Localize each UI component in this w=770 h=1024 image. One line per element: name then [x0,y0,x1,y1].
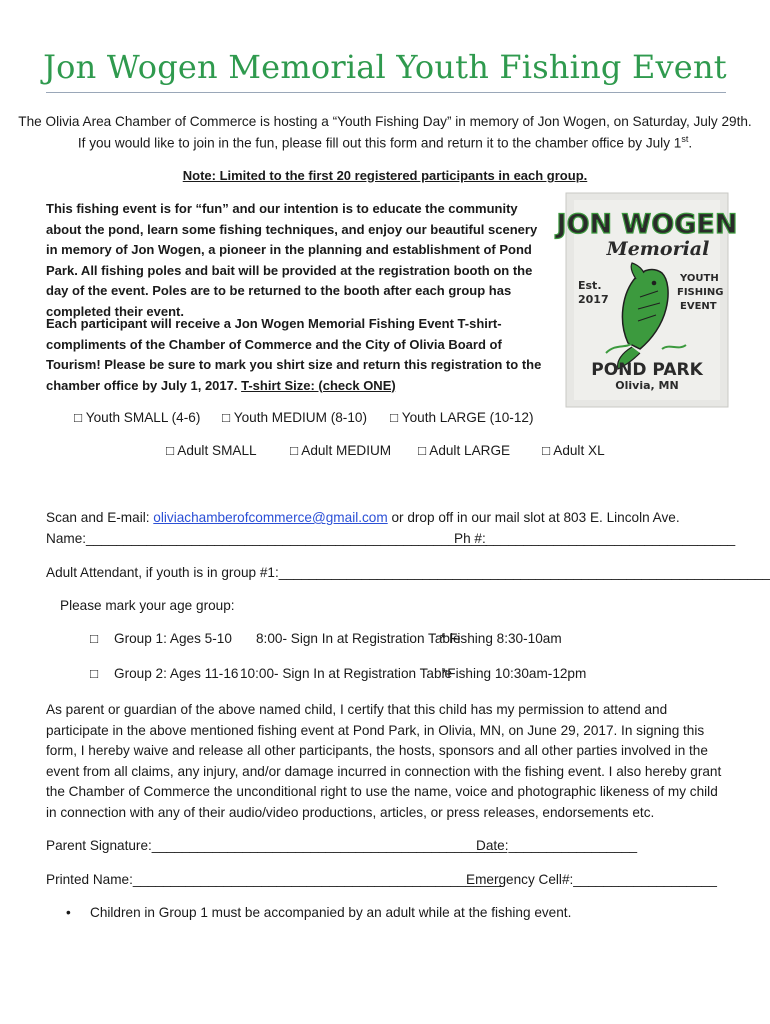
intro-line-2 [0,134,770,151]
checkbox-icon[interactable]: □ [418,443,427,458]
logo-year: 2017 [578,293,609,306]
size-label: Youth MEDIUM (8-10) [233,410,367,425]
logo-park: POND PARK [591,360,703,380]
age-group-label: Please mark your age group: [60,598,235,613]
size-label: Youth LARGE (10-12) [401,410,534,425]
emergency-cell-field[interactable]: Emergency Cell#:___________________ [466,872,717,887]
adult-attendant-field[interactable]: Adult Attendant, if youth is in group #1:_________________________________________________________________ [46,565,770,580]
checkbox-icon[interactable]: □ [390,410,399,425]
checkbox-icon[interactable]: □ [542,443,551,458]
size-option-adult-small[interactable] [166,443,257,458]
size-option-youth-small[interactable] [74,410,200,425]
logo-fishing: FISHING [677,287,724,298]
logo-youth: YOUTH [680,273,719,284]
intro-line-1: The Olivia Area Chamber of Commerce is hosting a “Youth Fishing Day” in memory of Jon Wogen, on Saturday, July 29th. [18,114,752,129]
size-label: Youth SMALL (4-6) [85,410,201,425]
group-1-fishing: * Fishing 8:30-10am [440,631,562,646]
logo-city: Olivia, MN [615,379,679,392]
parent-signature-field[interactable]: Parent Signature:_______________________________________________ [46,838,508,853]
group-2-checkbox[interactable]: □ [90,666,99,681]
intro-line-2-end: . [688,135,693,151]
tshirt-description [46,314,546,396]
group-2-label: Group 2: Ages 11-16 [114,666,239,681]
checkbox-icon[interactable]: □ [290,443,299,458]
scan-prefix: Scan and E-mail: [46,510,154,525]
note-label: Note: Limited to the first 20 registered participants in each group. [182,168,588,183]
size-option-adult-large[interactable] [418,443,510,458]
intro-line-2-text: If you would like to join in the fun, please fill out this form and return it to the chamber office by July 1 [77,135,682,151]
waiver-paragraph: As parent or guardian of the above named child, I certify that this child has my permission to attend and participate in the above mentioned fishing event at Pond Park, in Olivia, MN, on June 29, 2017. In signing this form, I hereby waive and release all other participants, the hosts, sponsors and all other parties involved in the event from all claims, any injury, and/or damage incurred in connection with the fishing event. I also hereby grant the Chamber of Commerce the unconditional right to use the name, voice and photographic likeness of my child in connection with any of their audio/video productions, articles, or press releases, endorsements etc. [46,702,722,820]
logo-memorial: Memorial [606,238,710,260]
checkbox-icon[interactable]: □ [166,443,175,458]
size-option-youth-medium[interactable] [222,410,367,425]
tshirt-text: Each participant will receive a Jon Wogen Memorial Fishing Event T-shirt- compliments of the Chamber of Commerce and the City of Olivia Board of Tourism! Please be sure to mark you shirt size and return this registration to the chamber office by July 1, 2017. [46,316,542,393]
event-description: This fishing event is for “fun” and our intention is to educate the community about the pond, learn some fishing techniques, and enjoy our beautiful scenery in memory of Jon Wogen, a pioneer in the planning and establishment of Pond Park. All fishing poles and bait will be provided at the registration booth on the day of the event. Poles are to be returned to the booth after each group has completed their event. [46,201,538,319]
title-divider [46,92,726,93]
size-label: Adult MEDIUM [301,443,392,458]
group-1-signin: 8:00- Sign In at Registration Table [256,631,461,646]
name-field[interactable]: Name:_____________________________________________________ [46,531,487,546]
email-link[interactable]: oliviachamberofcommerce@gmail.com [153,510,388,525]
logo-event: EVENT [680,301,717,312]
scan-suffix: or drop off in our mail slot at 803 E. Lincoln Ave. [387,510,680,525]
bullet-note: Children in Group 1 must be accompanied by an adult while at the fishing event. [90,905,572,920]
group-2-signin: 10:00- Sign In at Registration Table [240,666,453,681]
date-field[interactable]: Date:_________________ [476,838,638,853]
group-2-fishing: *Fishing 10:30am-12pm [442,666,587,681]
size-option-adult-xl[interactable] [542,443,605,458]
size-label: Adult XL [553,443,605,458]
note-text [0,168,770,183]
size-option-adult-medium[interactable] [290,443,391,458]
group-1-checkbox[interactable]: □ [90,631,99,646]
printed-name-field[interactable]: Printed Name:_________________________________________________ [46,872,504,887]
checkbox-icon[interactable]: □ [74,410,83,425]
group-1-label: Group 1: Ages 5-10 [114,631,232,646]
bullet-icon: • [66,905,71,920]
scan-instructions [46,510,680,525]
checkbox-icon[interactable]: □ [222,410,231,425]
logo-name: JON WOGEN [556,209,738,240]
phone-field[interactable]: Ph #:_________________________________ [454,531,736,546]
size-label: Adult LARGE [429,443,511,458]
page-title: Jon Wogen Memorial Youth Fishing Event [43,48,727,86]
logo-est: Est. [578,279,602,292]
intro-superscript: st [681,134,689,144]
size-label: Adult SMALL [177,443,257,458]
size-option-youth-large[interactable] [390,410,534,425]
tshirt-size-label: T-shirt Size: (check ONE) [241,377,396,393]
jon-wogen-logo [556,193,738,407]
